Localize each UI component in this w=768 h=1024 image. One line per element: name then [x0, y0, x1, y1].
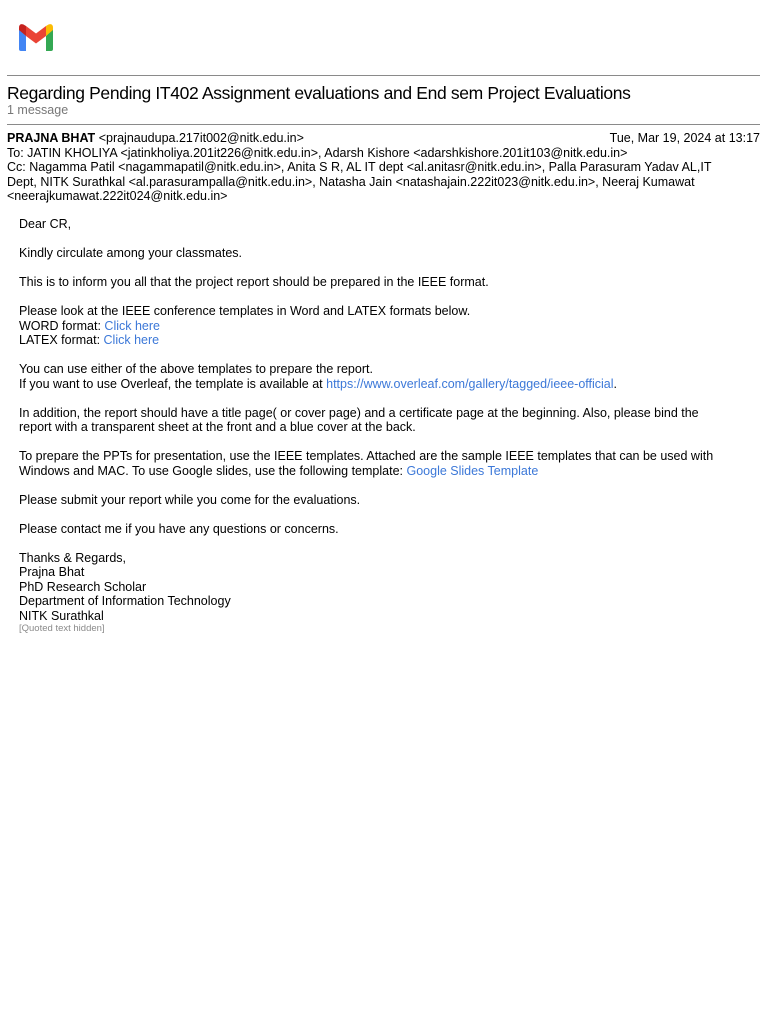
google-slides-template-link[interactable]: Google Slides Template	[406, 463, 539, 478]
greeting: Dear CR,	[19, 217, 72, 231]
message-header	[7, 131, 760, 204]
cc-recipients-line-1: Cc: Nagamma Patil <nagammapatil@nitk.edu.in>, Anita S R, AL IT dept <al.anitasr@nitk.edu.in>, Palla Parasuram Yadav AL,IT	[7, 160, 712, 175]
word-format-label: WORD format:	[19, 318, 105, 333]
templates-intro: Please look at the IEEE conference templates in Word and LATEX formats below.	[19, 304, 471, 318]
templates-paragraph	[19, 304, 749, 348]
sender-email: <prajnaudupa.217it002@nitk.edu.in>	[98, 131, 304, 145]
word-template-link[interactable]: Click here	[104, 318, 160, 333]
message-body	[19, 217, 749, 635]
signature-title: PhD Research Scholar	[19, 579, 147, 594]
cc-recipients-line-3: <neerajkumawat.222it024@nitk.edu.in>	[7, 189, 228, 204]
thread-subject: Regarding Pending IT402 Assignment evaluations and End sem Project Evaluations	[7, 83, 631, 103]
contact-paragraph: Please contact me if you have any questions or concerns.	[19, 521, 339, 536]
signature-name: Prajna Bhat	[19, 565, 85, 579]
report-binding-paragraph	[19, 406, 749, 435]
report-binding-line-1: In addition, the report should have a title page( or cover page) and a certificate page at the beginning. Also, please bind the	[19, 405, 699, 420]
signature	[19, 551, 749, 624]
top-divider	[7, 75, 760, 76]
quoted-text-hidden-toggle[interactable]: [Quoted text hidden]	[19, 623, 105, 634]
gmail-logo-icon	[16, 22, 56, 52]
templates-usage-text: You can use either of the above templates to prepare the report.	[19, 362, 373, 376]
ppt-paragraph	[19, 449, 749, 478]
sender-name: PRAJNA BHAT	[7, 131, 96, 145]
message-count: 1 message	[7, 103, 69, 117]
header-divider	[7, 124, 760, 125]
ppt-line-2: Windows and MAC. To use Google slides, use the following template:	[19, 463, 407, 478]
overleaf-suffix: .	[613, 376, 618, 391]
latex-format-label: LATEX format:	[19, 333, 104, 347]
overleaf-link[interactable]: https://www.overleaf.com/gallery/tagged/ieee-official	[326, 376, 614, 391]
signature-organization: NITK Surathkal	[19, 608, 104, 623]
signature-department: Department of Information Technology	[19, 594, 231, 608]
submit-paragraph: Please submit your report while you come for the evaluations.	[19, 492, 361, 507]
overleaf-paragraph	[19, 362, 749, 391]
report-binding-line-2: report with a transparent sheet at the front and a blue cover at the back.	[19, 420, 416, 434]
latex-template-link[interactable]: Click here	[103, 333, 160, 347]
signature-closing: Thanks & Regards,	[19, 550, 126, 565]
body-paragraph-2: This is to inform you all that the project report should be prepared in the IEEE format.	[19, 275, 489, 289]
body-paragraph-1: Kindly circulate among your classmates.	[19, 246, 243, 260]
ppt-line-1: To prepare the PPTs for presentation, use the IEEE templates. Attached are the sample IEEE templates that can be used with	[19, 449, 714, 463]
sender-row	[7, 131, 760, 146]
cc-recipients-line-2: Dept, NITK Surathkal <al.parasurampalla@nitk.edu.in>, Natasha Jain <natashajain.222it023@nitk.edu.in>, Neeraj Kumawat	[7, 174, 695, 189]
overleaf-intro: If you want to use Overleaf, the template is available at	[19, 376, 327, 391]
message-date: Tue, Mar 19, 2024 at 13:17	[609, 131, 760, 145]
to-recipients: To: JATIN KHOLIYA <jatinkholiya.201it226@nitk.edu.in>, Adarsh Kishore <adarshkishore.201it103@nitk.edu.in>	[7, 145, 628, 160]
